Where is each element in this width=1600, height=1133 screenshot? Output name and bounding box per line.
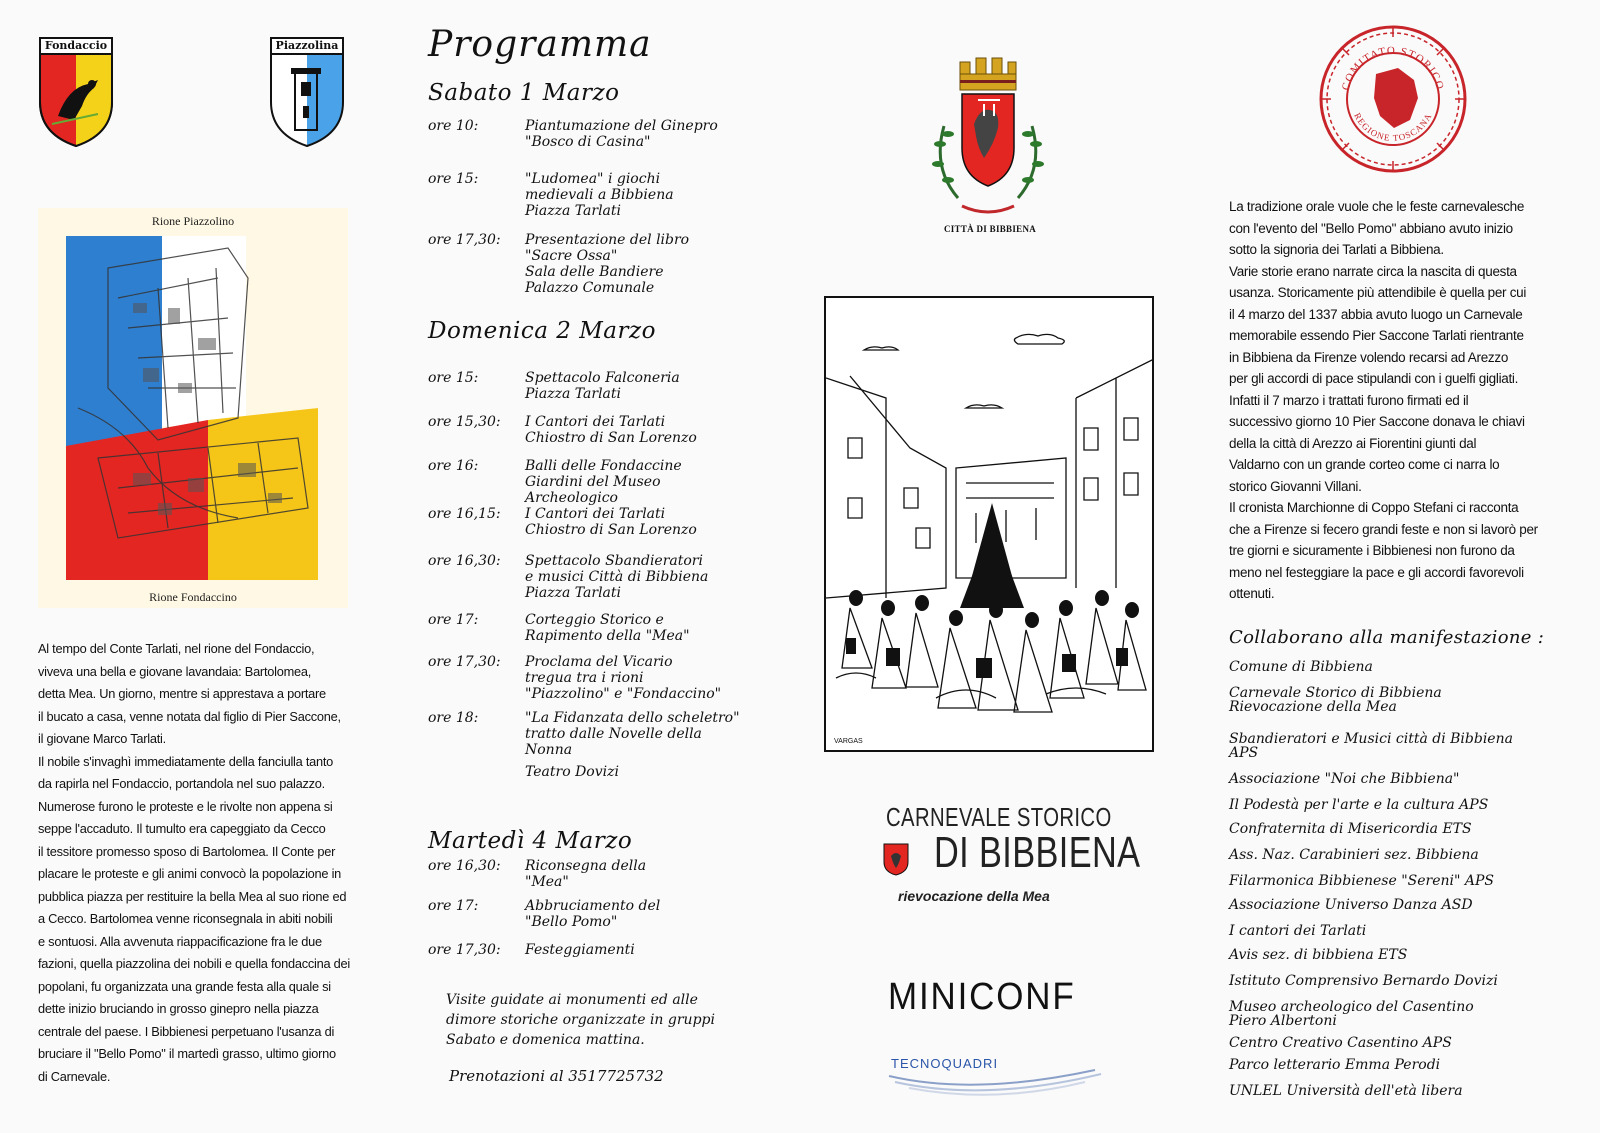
event-description-line: tratto dalle Novelle della bbox=[525, 726, 702, 742]
story-left-line: popolani, fu organizzata una grande festa alla quale si bbox=[38, 978, 331, 994]
collaborano-title: Collaborano alla manifestazione : bbox=[1229, 627, 1545, 648]
collaborator-item bbox=[1229, 1036, 1452, 1050]
story-left-line: a Cecco. Bartolomea venne riconsegnala in abiti nobili bbox=[38, 911, 333, 926]
collaborator-line: Piero Albertoni bbox=[1229, 1013, 1337, 1029]
story-left-line: pubblica piazza per restituire la bella Mea al suo rione ed bbox=[38, 888, 347, 904]
collaborator-item bbox=[1229, 948, 1407, 962]
story-left-line: viveva una bella e giovane lavandaia: Bartolomea, bbox=[38, 663, 312, 679]
event-description-line: tregua tra i rioni bbox=[525, 670, 644, 686]
story-right-line: con l'evento del "Bello Pomo" abbiano avuto inizio bbox=[1229, 220, 1513, 236]
carnevale-logo-line1: CARNEVALE STORICO bbox=[886, 802, 1112, 832]
event-description-line: Riconsegna della bbox=[525, 858, 647, 874]
story-left-line: placare le proteste e gli animi convocò la popolazione in bbox=[38, 866, 342, 881]
story-right-line: sotto la signoria dei Tarlati a Bibbiena. bbox=[1229, 242, 1444, 257]
event-time: ore 16,30: bbox=[428, 858, 501, 874]
collaborator-item bbox=[1229, 1058, 1440, 1072]
event-description-line: Spettacolo Sbandieratori bbox=[525, 553, 703, 569]
collaborator-line: APS bbox=[1229, 745, 1259, 761]
story-left-line: Il nobile s'invaghì immediatamente della fanciulla tanto bbox=[38, 753, 334, 769]
collaborator-line: Carnevale Storico di Bibbiena bbox=[1229, 685, 1442, 701]
fondaccio-shield bbox=[38, 36, 114, 146]
event-time: ore 17: bbox=[428, 612, 479, 628]
event-time: ore 17: bbox=[428, 898, 479, 914]
collaborator-line: Rievocazione della Mea bbox=[1229, 699, 1397, 715]
carnevale-shield-icon bbox=[882, 842, 910, 876]
event-description-line: "Sacre Ossa" bbox=[525, 248, 618, 264]
story-left-text bbox=[38, 638, 356, 1088]
piazzolina-label: Piazzolina bbox=[275, 39, 339, 52]
story-left-line: da rapirla nel Fondaccio, portandola nel suo palazzo. bbox=[38, 776, 325, 791]
event-description-line: Teatro Dovizi bbox=[525, 764, 619, 780]
event-description bbox=[525, 232, 689, 296]
stamp-text-top: COMITATO STORICO bbox=[1339, 44, 1447, 92]
event-description-line: Giardini del Museo bbox=[525, 474, 661, 490]
day-title: Martedì 4 Marzo bbox=[428, 828, 633, 854]
event-description-line: "Bosco di Casina" bbox=[525, 134, 651, 150]
visits-line: dimore storiche organizzate in gruppi bbox=[446, 1012, 715, 1028]
collaborator-line: I cantori dei Tarlati bbox=[1229, 923, 1367, 939]
event-description-line: medievali a Bibbiena bbox=[525, 187, 674, 203]
event-description bbox=[525, 458, 682, 506]
collaborator-item bbox=[1229, 974, 1498, 988]
event-description bbox=[525, 171, 674, 219]
story-right-line: tre giorni e sicuramente i Bibbienesi non furono da bbox=[1229, 543, 1515, 558]
event-description-line: Presentazione del libro bbox=[525, 232, 690, 248]
event-description bbox=[525, 898, 660, 930]
story-left-line: il tessitore promesso sposo di Bartolomea. Il Conte per bbox=[38, 843, 336, 859]
event-description-line: e musici Città di Bibbiena bbox=[525, 569, 709, 585]
event-description bbox=[525, 506, 697, 538]
event-description-line: I Cantori dei Tarlati bbox=[525, 506, 666, 522]
event-description-line: Chiostro di San Lorenzo bbox=[525, 430, 697, 446]
tecnoquadri-logo bbox=[885, 1052, 1105, 1100]
event-description bbox=[525, 942, 635, 958]
event-description-line: Piazza Tarlati bbox=[525, 386, 622, 402]
collaborator-line: UNLEL Università dell'età libera bbox=[1229, 1083, 1463, 1099]
event-description-line: Balli delle Fondaccine bbox=[525, 458, 682, 474]
story-left-line: fazioni, quella piazzolina dei nobili e quella fondaccina dei bbox=[38, 956, 351, 971]
event-description-line: Sala delle Bandiere bbox=[525, 264, 664, 280]
collaborator-item bbox=[1229, 848, 1479, 862]
collaborator-line: Parco letterario Emma Perodi bbox=[1229, 1057, 1441, 1073]
booking-phone: Prenotazioni al 3517725732 bbox=[449, 1067, 664, 1085]
collaborator-line: Avis sez. di bibbiena ETS bbox=[1229, 947, 1408, 963]
programma-title: Programma bbox=[428, 24, 652, 65]
collaborator-item bbox=[1229, 822, 1472, 836]
collaborator-item bbox=[1229, 798, 1488, 812]
story-left-line: bruciare il "Bello Pomo" il martedì grasso, ultimo giorno bbox=[38, 1046, 336, 1061]
event-description-line: Palazzo Comunale bbox=[525, 280, 655, 296]
collaborator-item bbox=[1229, 1000, 1474, 1028]
event-description bbox=[525, 654, 721, 702]
story-left-line: dette inizio bruciando in grosso ginepro nella piazza bbox=[38, 1001, 319, 1016]
story-right-line: per gli accordi di pace stipulandi con i guelfi gigliati. bbox=[1229, 371, 1519, 386]
event-description-line: Abbruciamento del bbox=[525, 898, 661, 914]
rioni-map bbox=[38, 208, 348, 608]
event-description-line: Proclama del Vicario bbox=[525, 654, 673, 670]
story-left-line: di Carnevale. bbox=[38, 1068, 111, 1084]
event-time: ore 17,30: bbox=[428, 232, 501, 248]
collaborator-line: Centro Creativo Casentino APS bbox=[1229, 1035, 1452, 1051]
collaborator-item bbox=[1229, 772, 1460, 786]
carnevale-logo bbox=[882, 800, 1141, 910]
collaborator-item bbox=[1229, 732, 1513, 760]
collaborator-line: Comune di Bibbiena bbox=[1229, 659, 1373, 675]
event-description-line: "La Fidanzata dello scheletro" bbox=[525, 710, 740, 726]
collaborator-line: Museo archeologico del Casentino bbox=[1229, 999, 1474, 1015]
carnevale-logo-sub: rievocazione della Mea bbox=[898, 888, 1050, 904]
story-right-line: successivo giorno 10 Pier Saccone donava le chiavi bbox=[1229, 414, 1525, 429]
event-description-line: Spettacolo Falconeria bbox=[525, 370, 680, 386]
event-time: ore 15: bbox=[428, 370, 479, 386]
story-right-line: La tradizione orale vuole che le feste carnevalesche bbox=[1229, 199, 1525, 214]
guided-visits-note bbox=[446, 990, 715, 1050]
day-title: Sabato 1 Marzo bbox=[428, 80, 620, 106]
story-left-line: seppe l'accaduto. Il tumulto era capeggiato da Cecco bbox=[38, 821, 326, 836]
story-left-line: centrale del paese. I Bibbienesi perpetuano l'usanza di bbox=[38, 1023, 335, 1039]
event-description-line: "Ludomea" i giochi bbox=[525, 171, 661, 187]
story-right-line: Valdarno con un grande corteo come ci narra lo bbox=[1229, 457, 1500, 472]
story-right-line: che a Firenze si fecero grandi feste e non si lavorò per bbox=[1229, 521, 1538, 537]
event-description bbox=[525, 710, 740, 780]
story-left-line: detta Mea. Un giorno, mentre si apprestava a portare bbox=[38, 686, 326, 701]
event-time: ore 10: bbox=[428, 118, 479, 134]
event-description-line: I Cantori dei Tarlati bbox=[525, 414, 666, 430]
event-description-line: Piantumazione del Ginepro bbox=[525, 118, 718, 134]
event-description bbox=[525, 612, 690, 644]
story-right-line: memorabile essendo Pier Saccone Tarlati rientrante bbox=[1229, 328, 1524, 343]
event-time: ore 15: bbox=[428, 171, 479, 187]
event-description-line: Chiostro di San Lorenzo bbox=[525, 522, 697, 538]
event-description bbox=[525, 414, 697, 446]
event-description-line: Piazza Tarlati bbox=[525, 203, 622, 219]
story-right-line: Varie storie erano narrate circa la nascita di questa bbox=[1229, 263, 1517, 279]
story-right-line: ottenuti. bbox=[1229, 586, 1275, 601]
event-description-line: "Mea" bbox=[525, 874, 569, 890]
collaborator-item bbox=[1229, 924, 1366, 938]
event-description bbox=[525, 370, 680, 402]
collaborator-line: Il Podestà per l'arte e la cultura APS bbox=[1229, 797, 1489, 813]
story-right-text bbox=[1229, 196, 1569, 605]
event-description-line: "Bello Pomo" bbox=[525, 914, 618, 930]
event-time: ore 17,30: bbox=[428, 942, 501, 958]
collaborator-item bbox=[1229, 1084, 1463, 1098]
day-title: Domenica 2 Marzo bbox=[428, 318, 656, 344]
tecnoquadri-text: TECNOQUADRI bbox=[891, 1056, 999, 1071]
event-description-line: Archeologico bbox=[525, 490, 618, 506]
event-time: ore 16,30: bbox=[428, 553, 501, 569]
story-left-line: il giovane Marco Tarlati. bbox=[38, 731, 166, 746]
illustration-signature: VARGAS bbox=[834, 738, 863, 745]
map-top-caption: Rione Piazzolino bbox=[151, 214, 235, 228]
event-time: ore 16,15: bbox=[428, 506, 501, 522]
event-time: ore 16: bbox=[428, 458, 479, 474]
story-right-line: il 4 marzo del 1337 abbia avuto luogo un Carnevale bbox=[1229, 306, 1523, 322]
event-description bbox=[525, 858, 646, 890]
event-description-line: Corteggio Storico e bbox=[525, 612, 664, 628]
collaborator-line: Filarmonica Bibbienese "Sereni" APS bbox=[1229, 873, 1495, 889]
visits-line: Visite guidate ai monumenti ed alle bbox=[446, 992, 698, 1008]
event-description bbox=[525, 118, 718, 150]
story-left-line: e sontuosi. Alla avvenuta riappacificazione fra le due bbox=[38, 933, 322, 949]
event-time: ore 18: bbox=[428, 710, 479, 726]
collaborator-line: Istituto Comprensivo Bernardo Dovizi bbox=[1229, 973, 1498, 989]
event-description bbox=[525, 553, 708, 601]
event-description-line: Festeggiamenti bbox=[525, 942, 635, 958]
story-right-line: storico Giovanni Villani. bbox=[1229, 478, 1362, 494]
collaborator-item bbox=[1229, 874, 1494, 888]
event-description-line: Piazza Tarlati bbox=[525, 585, 622, 601]
story-left-line: Numerose furono le proteste e le rivolte non appena si bbox=[38, 798, 333, 814]
comitato-storico-stamp bbox=[1318, 24, 1468, 174]
carnevale-logo-line2: DI BIBBIENA bbox=[934, 828, 1141, 877]
miniconf-logo: MINICONF bbox=[888, 976, 1076, 1018]
collaborator-line: Sbandieratori e Musici città di Bibbiena bbox=[1229, 731, 1513, 747]
event-description-line: Nonna bbox=[525, 742, 573, 758]
story-right-line: della la città di Arezzo ai Fiorentini giunti dal bbox=[1229, 435, 1477, 451]
collaborator-line: Ass. Naz. Carabinieri sez. Bibbiena bbox=[1229, 847, 1479, 863]
visits-line: Sabato e domenica mattina. bbox=[446, 1032, 645, 1048]
story-right-line: Infatti il 7 marzo i trattati furono firmati ed il bbox=[1229, 392, 1469, 408]
city-crest bbox=[918, 48, 1058, 228]
piazzolina-shield bbox=[269, 36, 345, 146]
event-time: ore 15,30: bbox=[428, 414, 501, 430]
collaborator-line: Associazione Universo Danza ASD bbox=[1229, 897, 1473, 913]
fondaccio-label: Fondaccio bbox=[44, 39, 108, 52]
collaborator-item bbox=[1229, 686, 1442, 714]
story-left-line: Al tempo del Conte Tarlati, nel rione del Fondaccio, bbox=[38, 641, 315, 656]
collaborator-line: Confraternita di Misericordia ETS bbox=[1229, 821, 1472, 837]
story-left-line: il bucato a casa, venne notata dal figlio di Pier Saccone, bbox=[38, 708, 341, 724]
event-description-line: "Piazzolino" e "Fondaccino" bbox=[525, 686, 722, 702]
story-right-line: meno nel festeggiare la pace e gli accordi favorevoli bbox=[1229, 564, 1524, 580]
city-label: CITTÀ DI BIBBIENA bbox=[943, 224, 1037, 234]
event-time: ore 17,30: bbox=[428, 654, 501, 670]
story-right-line: Il cronista Marchionne di Coppo Stefani ci racconta bbox=[1229, 500, 1519, 515]
carnival-illustration bbox=[824, 296, 1154, 752]
map-bottom-caption: Rione Fondaccino bbox=[149, 590, 237, 604]
stamp-text-bottom: REGIONE TOSCANA bbox=[1352, 111, 1434, 144]
event-description-line: Rapimento della "Mea" bbox=[525, 628, 690, 644]
collaborator-line: Associazione "Noi che Bibbiena" bbox=[1229, 771, 1460, 787]
collaborator-item bbox=[1229, 660, 1373, 674]
story-right-line: in Bibbiena da Firenze volendo recarsi ad Arezzo bbox=[1229, 349, 1509, 365]
collaborator-item bbox=[1229, 898, 1473, 912]
story-right-line: usanza. Storicamente più attendibile è quella per cui bbox=[1229, 285, 1527, 300]
